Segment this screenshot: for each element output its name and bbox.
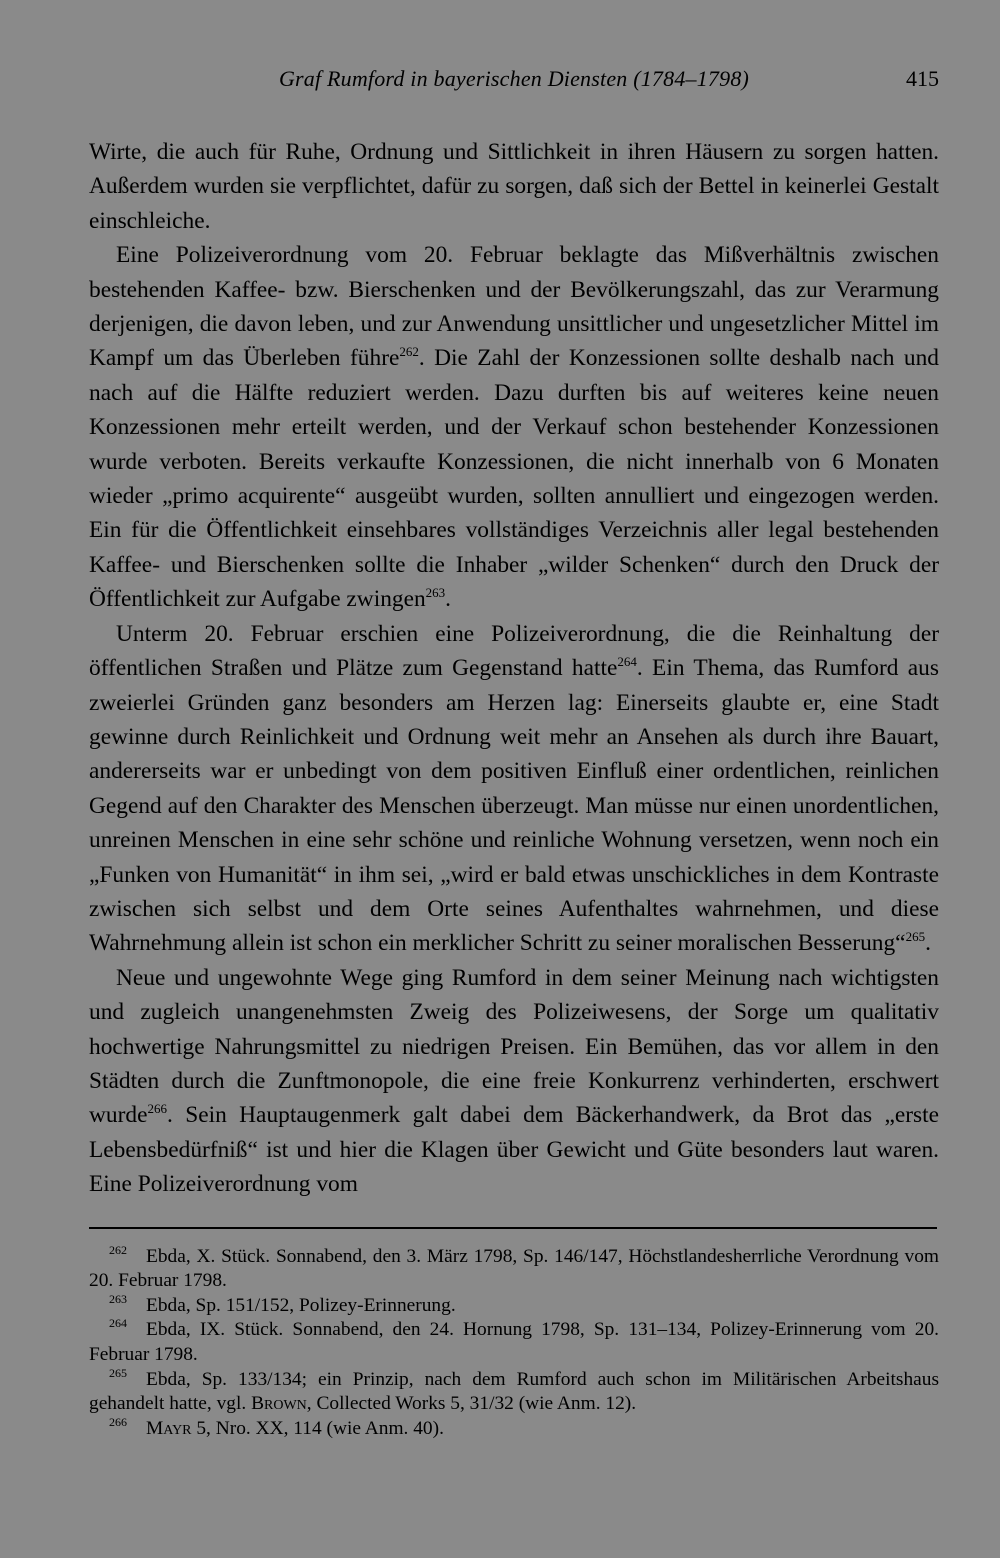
paragraph-text: Neue und ungewohnte Wege ging Rumford in dem seiner Meinung nach wichtigsten und zugleich unangenehmsten Zweig des Polizeiwesens, der Sorge um qualitativ hochwertige Nahrungsmittel zu niedrigen Preisen. Ein Bemühen, das vor allem in den Städten durch die Zunftmonopole, die eine freie Konkurrenz verhinderten, erschwert wurde: [89, 964, 939, 1129]
paragraph-text: Eine Polizeiverordnung vom 20. Februar beklagte das Mißverhältnis zwischen bestehenden Kaffee- bzw. Bierschenken und der Bevölkerungszahl, das zur Verarmung derjenigen, die davon leben, und zur Anwendung unsittlicher und ungesetzlicher Mittel im Kampf um das Überleben führe: [89, 242, 939, 372]
footnote: 266 Mayr 5, Nro. XX, 114 (wie Anm. 40).: [109, 1414, 444, 1439]
paragraph: [89, 617, 939, 961]
running-head: [89, 58, 939, 98]
footnote-divider: [89, 1227, 937, 1229]
running-title: Graf Rumford in bayerischen Diensten (1784–1798): [278, 66, 750, 91]
paragraph-text: . Sein Hauptaugenmerk galt dabei dem Bäckerhandwerk, da Brot das „erste Lebensbedürfniß“ ist und hier die Klagen über Gewicht und Güte besonders laut waren. Eine Polizeiverordnung vom: [89, 1102, 939, 1198]
paragraph-text: .: [925, 930, 931, 957]
footnote: 262 Ebda, X. Stück. Sonnabend, den 3. März 1798, Sp. 146/147, Höchstlandesherrliche Verordnung vom 20. Februar 1798.: [89, 1242, 939, 1292]
paragraph-text: Wirte, die auch für Ruhe, Ordnung und Sittlichkeit in ihren Häusern zu sorgen hatten. Außerdem wurden sie verpflichtet, dafür zu sorgen, daß sich der Bettel in keinerlei Gestalt einschleiche.: [89, 139, 939, 234]
footnote-reference: 266: [147, 1101, 167, 1117]
book-page: [89, 58, 939, 1441]
footnotes-section: [89, 1242, 939, 1442]
paragraph: [89, 238, 939, 616]
footnote-text: , Collected Works 5, 31/32 (wie Anm. 12).: [306, 1393, 637, 1415]
author-name: Mayr: [146, 1417, 192, 1439]
page-number: 415: [906, 66, 939, 91]
footnote-reference: 264: [617, 654, 637, 670]
footnote-reference: 265: [905, 929, 926, 945]
paragraph-text: .: [445, 586, 452, 613]
footnote: 265 Ebda, Sp. 133/134; ein Prinzip, nach dem Rumford auch schon im Militärischen Arbeitshaus gehandelt hatte, vgl. Brown, Collected Works 5, 31/32 (wie Anm. 12).: [89, 1365, 939, 1415]
paragraph-text: . Die Zahl der Konzessionen sollte deshalb nach und nach auf die Hälfte reduziert werden. Dazu durften bis auf weiteres keine neuen Konzessionen mehr erteilt werden, und der Verkauf schon bestehender Konzessionen wurde verboten. Bereits verkaufte Konzessionen, die nicht innerhalb von 6 Monaten wieder „primo acquirente“ ausgeübt wurden, sollten annulliert und eingezogen werden. Ein für die Öffentlichkeit einsehbares vollständiges Verzeichnis aller legal bestehenden Kaffee- und Bierschenken sollte die Inhaber „wilder Schenken“ durch den Druck der Öffentlichkeit zur Aufgabe zwingen: [89, 345, 939, 613]
paragraph: [89, 961, 939, 1202]
body-text: [89, 135, 939, 1202]
footnote-text: Ebda, X. Stück. Sonnabend, den 3. März 1798, Sp. 146/147, Höchstlandesherrliche Verordnung vom 20. Februar 1798.: [89, 1245, 939, 1292]
footnote-reference: 262: [399, 344, 419, 360]
footnote-reference: 263: [425, 585, 446, 601]
footnote-text: Ebda, Sp. 133/134; ein Prinzip, nach dem Rumford auch schon im Militärischen Arbeitshaus gehandelt hatte, vgl.: [89, 1368, 939, 1415]
footnote: 263 Ebda, Sp. 151/152, Polizey-Erinnerung.: [109, 1291, 456, 1316]
footnote-text: Ebda, IX. Stück. Sonnabend, den 24. Hornung 1798, Sp. 131–134, Polizey-Erinnerung vom 20. Februar 1798.: [89, 1319, 939, 1365]
author-name: Brown: [251, 1393, 307, 1415]
paragraph-text: . Ein Thema, das Rumford aus zweierlei Gründen ganz besonders am Herzen lag: Einerseits glaubte er, eine Stadt gewinne durch Reinlichkeit und Ordnung weit mehr an Ansehen als durch ihre Bauart, andererseits war er unbedingt von dem positiven Einfluß einer ordentlichen, reinlichen Gegend auf den Charakter des Menschen überzeugt. Man müsse nur einen unordentlichen, unreinen Menschen in eine sehr schöne und reinliche Wohnung versetzen, wenn noch ein „Funken von Humanität“ in ihm sei, „wird er bald etwas unschickliches in dem Kontraste zwischen sich selbst und dem Orte seines Aufenthaltes wahrnehmen, und diese Wahrnehmung allein ist schon ein merklicher Schritt zu seiner moralischen Besserung“: [89, 655, 939, 957]
footnote: 264 Ebda, IX. Stück. Sonnabend, den 24. Hornung 1798, Sp. 131–134, Polizey-Erinnerung vom 20. Februar 1798.: [89, 1316, 939, 1365]
paragraph: [89, 135, 939, 238]
footnote-text: 5, Nro. XX, 114 (wie Anm. 40).: [191, 1417, 444, 1439]
footnote-text: Ebda, Sp. 151/152, Polizey-Erinnerung.: [146, 1294, 456, 1316]
paragraph-text: Unterm 20. Februar erschien eine Polizeiverordnung, die die Reinhaltung der öffentlichen Straßen und Plätze zum Gegenstand hatte: [89, 620, 939, 682]
